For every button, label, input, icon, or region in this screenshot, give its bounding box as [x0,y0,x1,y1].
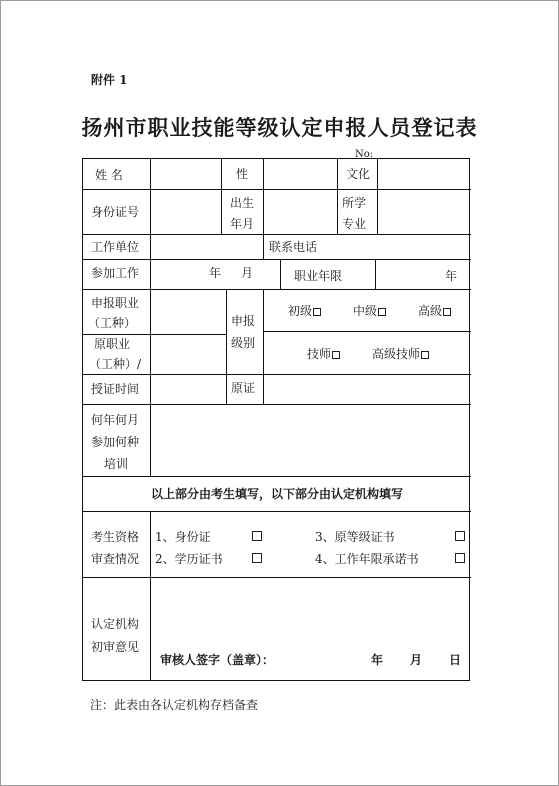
gender-label: 性 [236,167,249,181]
birth-label-2: 年月 [230,217,255,231]
start-month-unit: 月 [241,266,254,280]
apply-level-label-2: 级别 [231,336,256,350]
training-label-2: 参加何种 [91,435,140,449]
sign-month-unit: 月 [410,653,423,667]
sign-year-unit: 年 [371,653,384,667]
doc-work-commit-text: 4、工作年限承诺书 [315,552,419,566]
id-number-label: 身份证号 [91,205,140,219]
doc-work-commit-checkbox[interactable] [455,553,465,563]
orig-job-label-1: 原职业 [94,337,131,351]
employer-label: 工作单位 [91,240,140,254]
reviewer-signature-label: 审核人签字（盖章）： [160,653,275,667]
start-year-unit: 年 [209,266,222,280]
level-senior-technician-checkbox[interactable] [421,351,429,359]
level-technician-option[interactable] [307,347,340,361]
doc-diploma-checkbox[interactable] [252,553,262,563]
page-title: 扬州市职业技能等级认定申报人员登记表 [81,115,478,140]
career-years-label: 职业年限 [294,269,343,283]
birth-label-1: 出生 [230,196,255,210]
level-primary-option[interactable] [288,304,321,318]
phone-label: 联系电话 [269,240,318,254]
agency-label-2: 初审意见 [91,640,140,654]
level-senior-text: 高级 [418,304,443,318]
level-primary-text: 初级 [288,304,313,318]
level-middle-checkbox[interactable] [378,308,386,316]
orig-job-label-2: （工种）/ [89,357,142,371]
registration-form-table [82,158,470,681]
major-label-2: 专业 [342,217,367,231]
level-technician-text: 技师 [307,347,332,361]
education-label: 文化 [346,167,371,181]
doc-orig-cert-checkbox[interactable] [455,531,465,541]
doc-orig-cert-text: 3、原等级证书 [315,530,395,544]
apply-level-label-1: 申报 [231,314,256,328]
doc-id-card-checkbox[interactable] [252,531,262,541]
sign-day-unit: 日 [449,653,462,667]
apply-job-label-2: （工种） [88,316,137,330]
attachment-label: 附件 1 [91,73,128,87]
career-years-unit: 年 [445,269,458,283]
apply-job-label-1: 申报职业 [91,296,140,310]
major-label-1: 所学 [342,196,367,210]
level-senior-technician-text: 高级技师 [372,347,421,361]
level-senior-technician-option[interactable] [372,347,429,361]
name-label: 姓 名 [95,168,123,182]
training-label-3: 培训 [104,457,129,471]
footnote: 注：此表由各认定机构存档备查 [90,698,259,712]
orig-cert-label: 原证 [231,381,256,395]
level-senior-option[interactable] [418,304,451,318]
section-divider-text: 以上部分由考生填写，以下部分由认定机构填写 [150,487,403,501]
start-work-label: 参加工作 [91,266,140,280]
level-primary-checkbox[interactable] [313,308,321,316]
training-label-1: 何年何月 [91,413,140,427]
doc-id-card-text: 1、身份证 [155,530,211,544]
doc-diploma-text: 2、学历证书 [155,552,223,566]
level-technician-checkbox[interactable] [332,351,340,359]
level-middle-text: 中级 [353,304,378,318]
cert-time-label: 授证时间 [91,382,140,396]
agency-label-1: 认定机构 [91,617,140,631]
review-label-2: 审查情况 [91,552,140,566]
level-middle-option[interactable] [353,304,386,318]
level-senior-checkbox[interactable] [443,308,451,316]
review-label-1: 考生资格 [91,530,140,544]
serial-number-label: No: [355,149,374,160]
